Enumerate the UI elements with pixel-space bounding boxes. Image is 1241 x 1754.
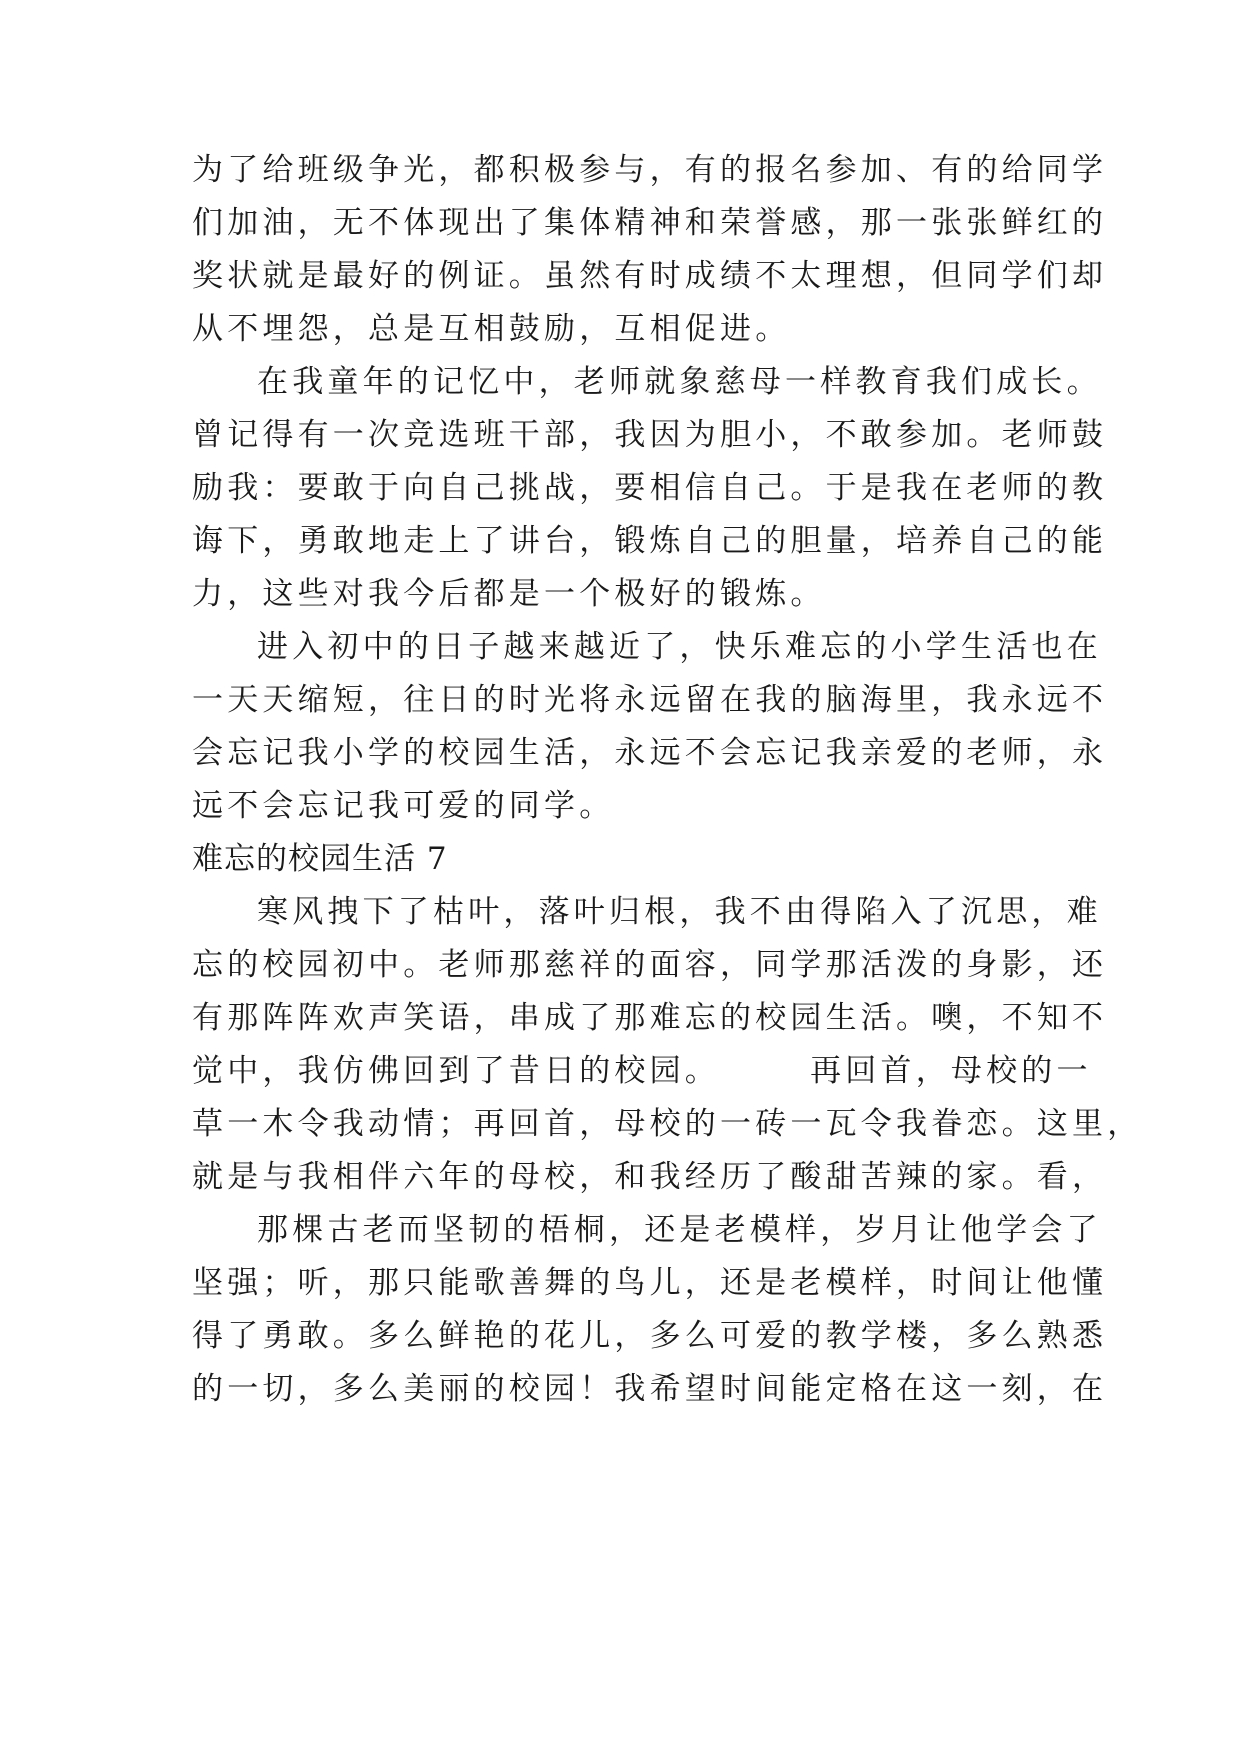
- paragraph-line: 诲下，勇敢地走上了讲台，锻炼自己的胆量，培养自己的能: [192, 523, 1108, 559]
- paragraph-line: 进入初中的日子越来越近了，快乐难忘的小学生活也在: [257, 629, 1102, 665]
- paragraph-line: 有那阵阵欢声笑语，串成了那难忘的校园生活。噢，不知不: [192, 1000, 1108, 1036]
- section-heading: 难忘的校园生活 7: [192, 841, 448, 877]
- paragraph-line: 觉中，我仿佛回到了昔日的校园。 再回首，母校的一: [192, 1053, 1092, 1089]
- paragraph-line: 远不会忘记我可爱的同学。: [192, 788, 615, 824]
- paragraph-line: 一天天缩短，往日的时光将永远留在我的脑海里，我永远不: [192, 682, 1108, 718]
- paragraph-line: 坚强；听，那只能歌善舞的鸟儿，还是老模样，时间让他懂: [192, 1265, 1108, 1301]
- paragraph-line: 曾记得有一次竞选班干部，我因为胆小，不敢参加。老师鼓: [192, 417, 1108, 453]
- paragraph-line: 得了勇敢。多么鲜艳的花儿，多么可爱的教学楼，多么熟悉: [192, 1318, 1108, 1354]
- paragraph-line: 的一切，多么美丽的校园！我希望时间能定格在这一刻，在: [192, 1371, 1108, 1407]
- paragraph-line: 寒风拽下了枯叶，落叶归根，我不由得陷入了沉思，难: [257, 894, 1102, 930]
- paragraph-line: 为了给班级争光，都积极参与，有的报名参加、有的给同学: [192, 152, 1108, 188]
- paragraph-line: 就是与我相伴六年的母校，和我经历了酸甜苦辣的家。看，: [192, 1159, 1108, 1195]
- paragraph-line: 会忘记我小学的校园生活，永远不会忘记我亲爱的老师，永: [192, 735, 1108, 771]
- paragraph-line: 励我：要敢于向自己挑战，要相信自己。于是我在老师的教: [192, 470, 1108, 506]
- paragraph-line: 从不埋怨，总是互相鼓励，互相促进。: [192, 311, 791, 347]
- paragraph-line: 草一木令我动情；再回首，母校的一砖一瓦令我眷恋。这里，: [192, 1106, 1143, 1142]
- paragraph-line: 那棵古老而坚韧的梧桐，还是老模样，岁月让他学会了: [257, 1212, 1102, 1248]
- paragraph-line: 忘的校园初中。老师那慈祥的面容，同学那活泼的身影，还: [192, 947, 1108, 983]
- paragraph-line: 力，这些对我今后都是一个极好的锻炼。: [192, 576, 826, 612]
- paragraph-line: 在我童年的记忆中，老师就象慈母一样教育我们成长。: [257, 364, 1102, 400]
- paragraph-line: 们加油，无不体现出了集体精神和荣誉感，那一张张鲜红的: [192, 205, 1108, 241]
- paragraph-line: 奖状就是最好的例证。虽然有时成绩不太理想，但同学们却: [192, 258, 1108, 294]
